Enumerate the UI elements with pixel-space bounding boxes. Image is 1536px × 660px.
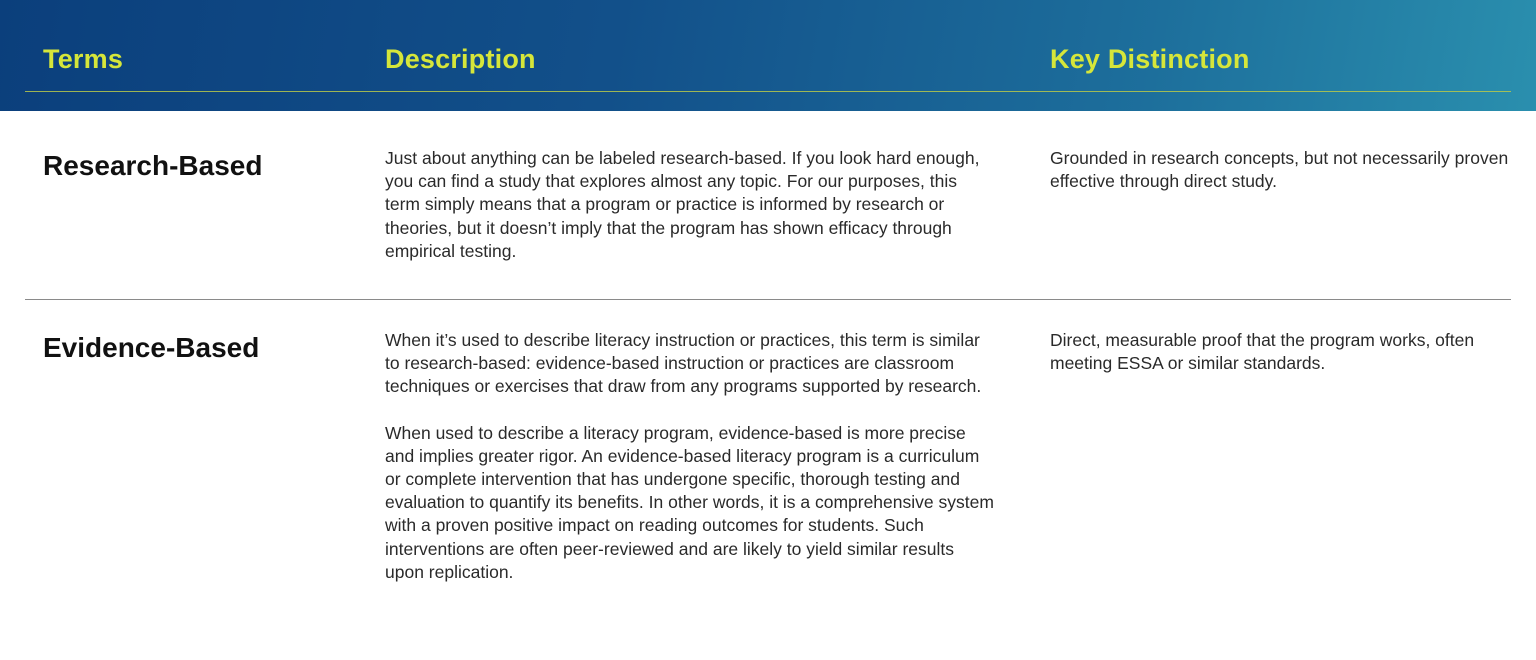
table-header [0, 0, 1536, 111]
term-evidence-based: Evidence-Based [43, 332, 260, 363]
header-divider [25, 91, 1511, 92]
column-header-terms: Terms [43, 44, 124, 74]
description-evidence-based [385, 329, 995, 584]
column-header-description: Description [385, 44, 536, 74]
key-distinction-evidence-based: Direct, measurable proof that the program works, often meeting ESSA or similar standards. [1050, 330, 1475, 374]
column-header-key-distinction: Key Distinction [1050, 44, 1250, 74]
description-paragraph: When it’s used to describe literacy instruction or practices, this term is similar to research-based: evidence-based instruction or practices are classroom techniques or exercises that draw from any programs supported by research. [385, 330, 982, 397]
description-paragraph: When used to describe a literacy program, evidence-based is more precise and implies greater rigor. An evidence-based literacy program is a curriculum or complete intervention that has undergone specific, thorough testing and evaluation to quantify its benefits. In other words, it is a comprehensive system with a proven positive impact on reading outcomes for students. Such interventions are often peer-reviewed and are likely to yield similar results upon replication. [385, 422, 994, 582]
description-paragraph: Just about anything can be labeled research-based. If you look hard enough, you can find a study that explores almost any topic. For our purposes, this term simply means that a program or practice is informed by research or theories, but it doesn’t imply that the program has shown efficacy through empirical testing. [385, 148, 980, 261]
term-research-based: Research-Based [43, 150, 263, 181]
row-divider [25, 299, 1511, 300]
description-research-based [385, 147, 995, 263]
key-distinction-research-based: Grounded in research concepts, but not necessarily proven effective through direct study. [1050, 148, 1509, 192]
